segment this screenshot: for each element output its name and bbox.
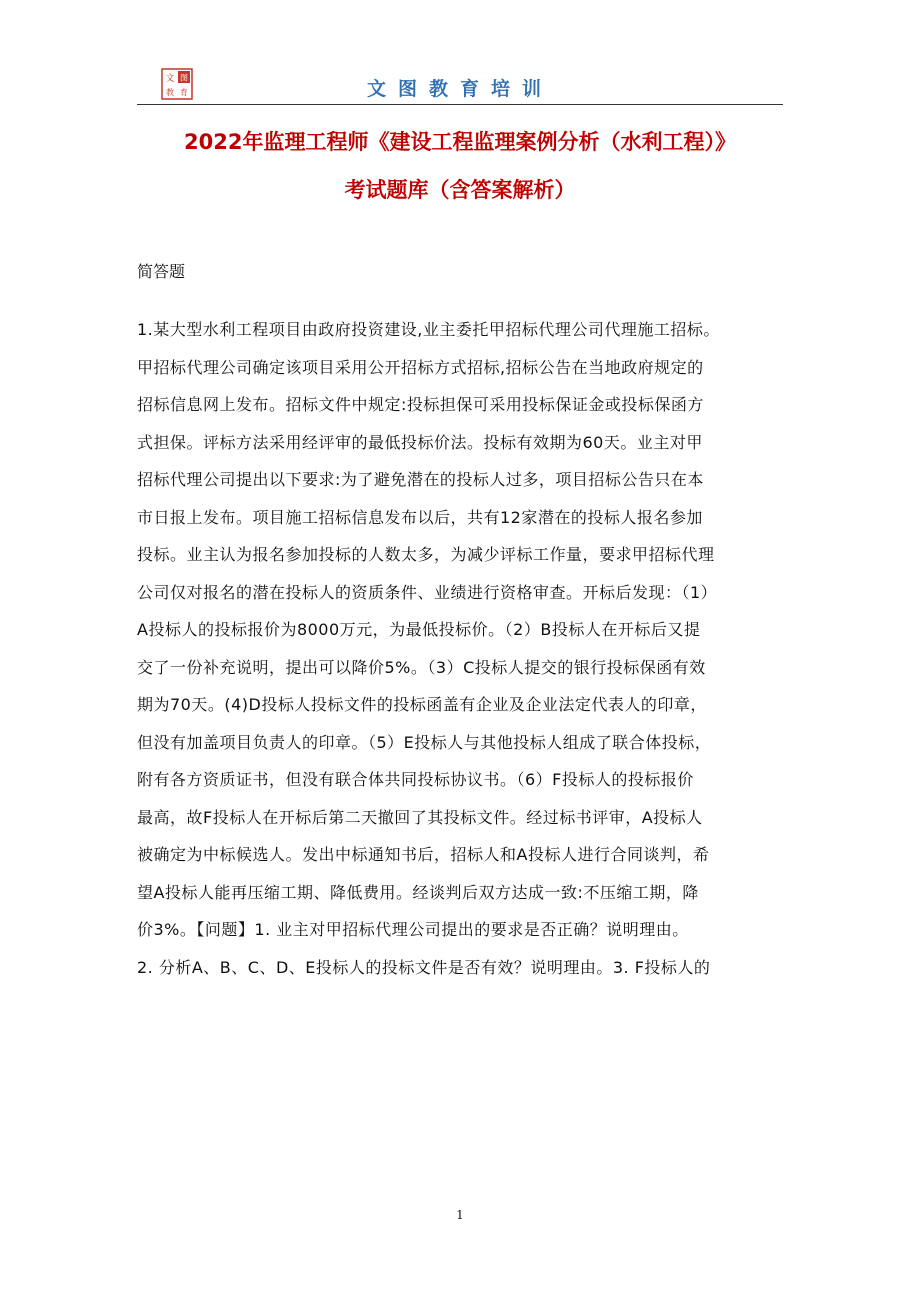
body-line: 甲招标代理公司确定该项目采用公开招标方式招标,招标公告在当地政府规定的 — [137, 357, 704, 377]
document-title-line-1: 2022年监理工程师《建设工程监理案例分析（水利工程）》 — [184, 130, 736, 154]
body-line: 但没有加盖项目负责人的印章。（5）E投标人与其他投标人组成了联合体投标， — [137, 732, 712, 752]
page-number: 1 — [456, 1208, 464, 1222]
svg-text:育: 育 — [180, 88, 188, 97]
svg-text:文: 文 — [165, 74, 175, 84]
document-title-line-2: 考试题库（含答案解析） — [344, 178, 576, 202]
body-line: 1.某大型水利工程项目由政府投资建设,业主委托甲招标代理公司代理施工招标。 — [137, 320, 720, 339]
body-line: A投标人的投标报价为8000万元，为最低投标价。（2）B投标人在开标后又提 — [137, 620, 701, 639]
svg-text:教: 教 — [166, 88, 174, 97]
body-line: 被确定为中标候选人。发出中标通知书后，招标人和A投标人进行合同谈判，希 — [137, 845, 710, 864]
body-line: 期为70天。(4)D投标人投标文件的投标函盖有企业及企业法定代表人的印章， — [137, 695, 707, 714]
body-line: 招标代理公司提出以下要求:为了避免潜在的投标人过多，项目招标公告只在本 — [137, 470, 704, 489]
body-line: 招标信息网上发布。招标文件中规定:投标担保可采用投标保证金或投标保函方 — [137, 395, 704, 414]
body-line: 最高，故F投标人在开标后第二天撤回了其投标文件。经过标书评审，A投标人 — [137, 807, 703, 827]
body-line: 公司仅对报名的潜在投标人的资质条件、业绩进行资格审查。开标后发现：（1） — [137, 582, 718, 602]
body-line: 市日报上发布。项目施工招标信息发布以后，共有12家潜在的投标人报名参加 — [137, 507, 703, 527]
body-line: 价3%。【问题】1. 业主对甲招标代理公司提出的要求是否正确？说明理由。 — [137, 920, 689, 939]
body-line: 附有各方资质证书，但没有联合体共同投标协议书。（6）F投标人的投标报价 — [137, 770, 694, 789]
body-line: 式担保。评标方法采用经评审的最低投标价法。投标有效期为60天。业主对甲 — [137, 432, 703, 452]
question-body — [137, 311, 785, 986]
body-line: 交了一份补充说明，提出可以降价5%。（3）C投标人提交的银行投标保函有效 — [137, 657, 706, 677]
body-line: 投标。业主认为报名参加投标的人数太多，为减少评标工作量，要求甲招标代理 — [137, 545, 715, 564]
body-line: 2. 分析A、B、C、D、E投标人的投标文件是否有效？说明理由。3. F投标人的 — [137, 957, 711, 977]
svg-text:图: 图 — [180, 73, 188, 83]
header-title: 文图教育培训 — [366, 78, 553, 100]
page-header — [137, 62, 783, 106]
section-label: 简答题 — [137, 262, 186, 281]
body-line: 望A投标人能再压缩工期、降低费用。经谈判后双方达成一致:不压缩工期，降 — [137, 882, 699, 902]
header-divider — [137, 104, 783, 105]
